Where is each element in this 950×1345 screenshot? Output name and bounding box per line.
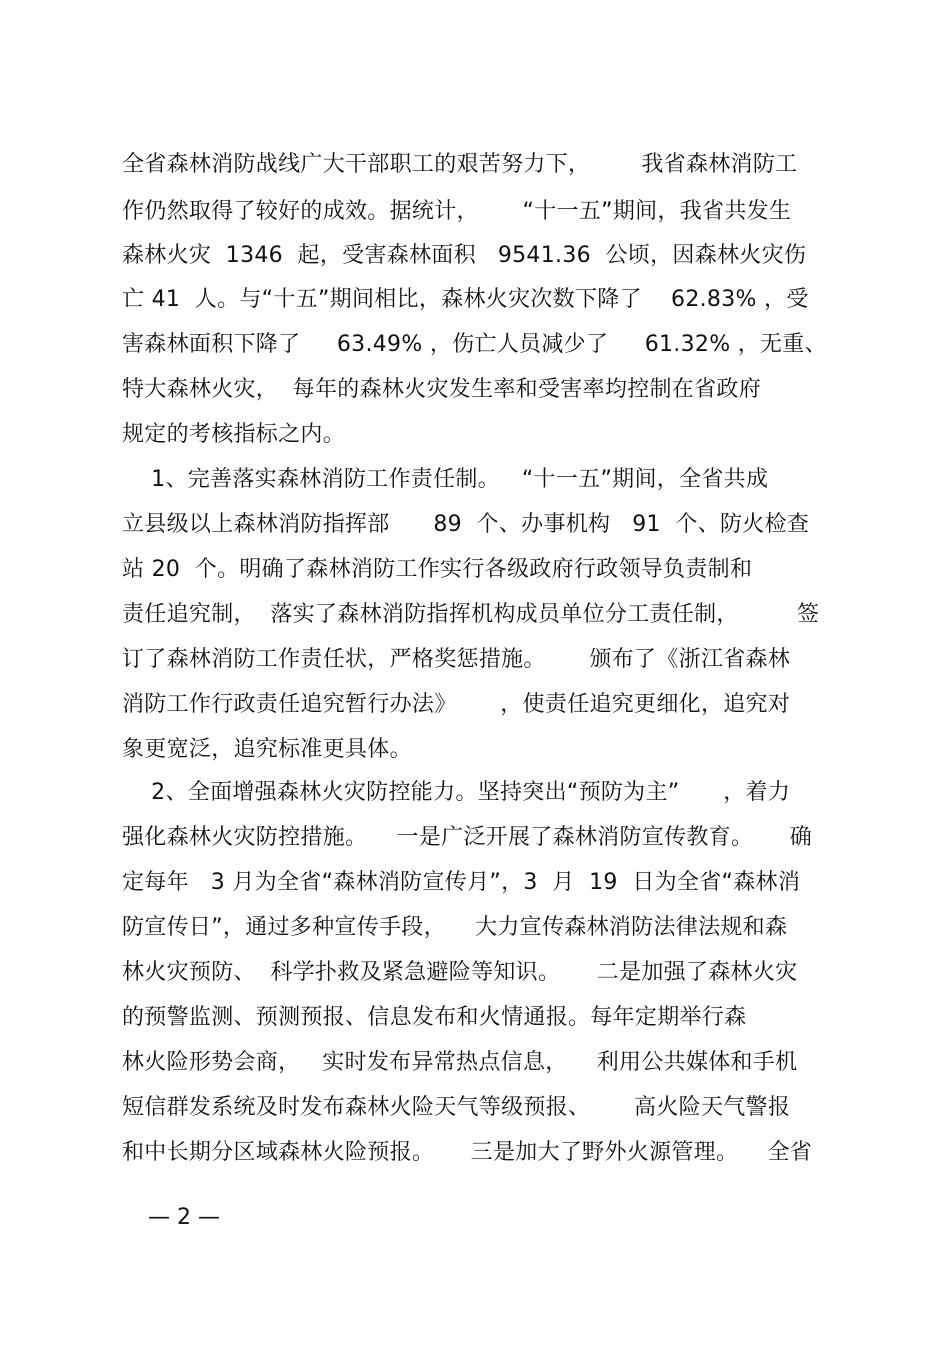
text-line: 的预警监测、预测预报、信息发布和火情通报。每年定期举行森 bbox=[122, 1005, 747, 1030]
text-line: 全省森林消防战线广大干部职工的艰苦努力下， 我省森林消防工 bbox=[122, 152, 798, 177]
text-line: 象更宽泛，追究标准更具体。 bbox=[122, 737, 412, 762]
text-line: 规定的考核指标之内。 bbox=[122, 422, 346, 447]
text-line: 防宣传日”，通过多种宣传手段， 大力宣传森林消防法律法规和森 bbox=[122, 915, 788, 940]
text-line: 站 20 个。明确了森林消防工作实行各级政府行政领导负责制和 bbox=[122, 557, 753, 582]
text-line: 强化森林火灾防控措施。 一是广泛开展了森林消防宣传教育。 确 bbox=[122, 825, 813, 850]
text-line: 1、完善落实森林消防工作责任制。 “十一五”期间，全省共成 bbox=[122, 467, 769, 492]
text-line: 2、全面增强森林火灾防控能力。坚持突出“预防为主” ，着力 bbox=[122, 780, 791, 805]
text-line: 责任追究制， 落实了森林消防指挥机构成员单位分工责任制， 签 bbox=[122, 602, 820, 627]
text-line: 定每年 3 月为全省“森林消防宣传月”，3 月 19 日为全省“森林消 bbox=[122, 870, 801, 895]
text-line: 特大森林火灾， 每年的森林火灾发生率和受害率均控制在省政府 bbox=[122, 377, 761, 402]
text-line: 作仍然取得了较好的成效。据统计， “十一五”期间，我省共发生 bbox=[122, 199, 792, 224]
text-line: 消防工作行政责任追究暂行办法》 ，使责任追究更细化，追究对 bbox=[122, 692, 791, 717]
text-line: 林火灾预防、 科学扑救及紧急避险等知识。 二是加强了森林火灾 bbox=[122, 960, 798, 985]
text-line: 林火险形势会商， 实时发布异常热点信息， 利用公共媒体和手机 bbox=[122, 1050, 798, 1075]
text-line: 亡 41 人。与“十五”期间相比，森林火灾次数下降了 62.83% ，受 bbox=[122, 287, 809, 312]
page-number: — 2 — bbox=[148, 1205, 220, 1230]
text-line: 立县级以上森林消防指挥部 89 个、办事机构 91 个、防火检查 bbox=[122, 512, 810, 537]
text-line: 害森林面积下降了 63.49% ，伤亡人员减少了 61.32% ，无重、 bbox=[122, 332, 827, 357]
text-line: 短信群发系统及时发布森林火险天气等级预报、 高火险天气警报 bbox=[122, 1095, 791, 1120]
text-line: 订了森林消防工作责任状，严格奖惩措施。 颁布了《浙江省森林 bbox=[122, 647, 791, 672]
text-line: 和中长期分区域森林火险预报。 三是加大了野外火源管理。 全省 bbox=[122, 1140, 813, 1165]
text-line: 森林火灾 1346 起，受害森林面积 9541.36 公顷，因森林火灾伤 bbox=[122, 243, 807, 268]
